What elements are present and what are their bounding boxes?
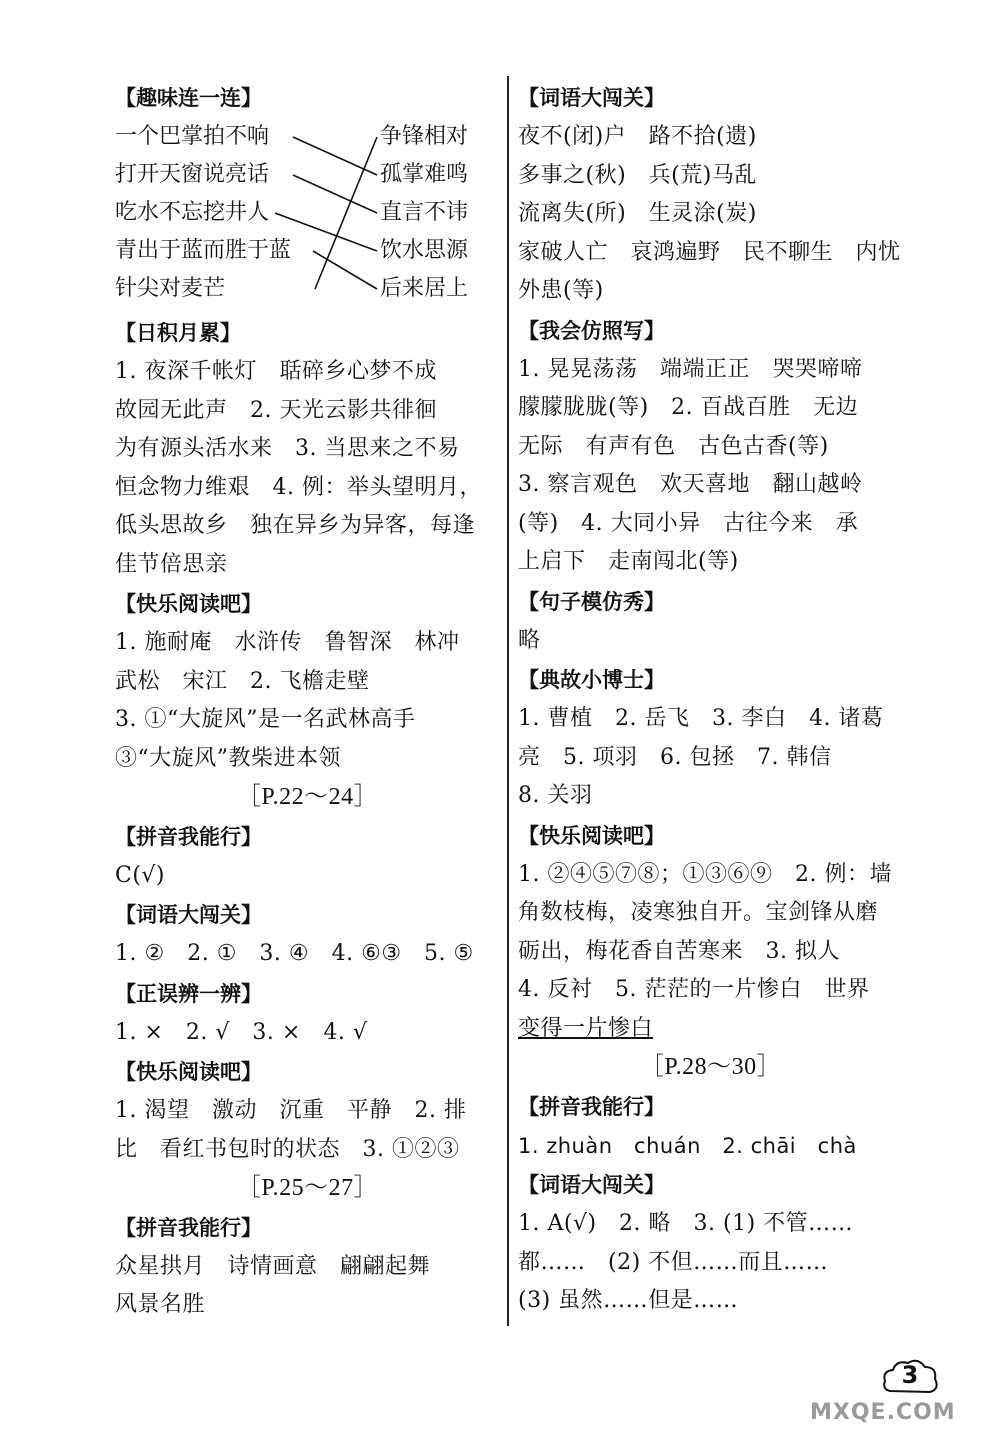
text-line: (等) 4. 大同小异 古往今来 承 [518,510,859,536]
text-line: 多事之(秋) 兵(荒)马乱 [518,162,757,188]
section-title: 【趣味连一连】 [115,86,262,110]
column-divider [507,76,509,1326]
text-line: (3) 虽然……但是…… [518,1288,739,1313]
match-left-item: 一个巴掌拍不响 [115,124,270,149]
section-title: 【拼音我能行】 [115,1215,262,1240]
text-line: 都…… (2) 不但……而且…… [518,1249,829,1275]
text-line: 1. zhuàn chuán 2. chāi chà [518,1133,857,1158]
text-line: 1. A(√) 2. 略 3. (1) 不管…… [518,1211,854,1236]
text-line: 为有源头活水来 3. 当思来之不易 [115,436,460,461]
match-line [315,137,377,289]
page-number: 3 [901,1361,919,1389]
text-line: 亮 5. 项羽 6. 包拯 7. 韩信 [518,744,832,770]
matching-exercise [115,118,500,313]
section-title: 【词语大闯关】 [115,903,262,927]
text-line: 1. 晃晃荡荡 端端正正 哭哭啼啼 [518,356,863,382]
section-title: 【快乐阅读吧】 [115,592,262,616]
text-line: 流离失(所) 生灵涂(炭) [518,201,757,226]
text-line: 家破人亡 哀鸿遍野 民不聊生 内忧 [518,239,901,265]
page-range-label: ［P.28～30］ [639,1054,782,1080]
section-title: 【拼音我能行】 [518,1094,665,1119]
section-title: 【日积月累】 [115,321,241,345]
text-line: 1. 曹植 2. 岳飞 3. 李白 4. 诸葛 [518,706,884,731]
text-line: 武松 宋江 2. 飞檐走壁 [115,668,370,694]
section-title: 【拼音我能行】 [115,824,262,849]
right-column [518,78,903,1321]
left-column [115,78,500,1325]
text-line: 1. ②④⑤⑦⑧；①③⑥⑨ 2. 例：墙 [518,861,892,887]
text-line: 风景名胜 [115,1292,206,1317]
text-line: 低头思故乡 独在异乡为异客，每逢 [115,513,476,538]
match-right-item: 争锋相对 [380,124,469,149]
match-right-item: 孤掌难鸣 [380,162,469,187]
text-line: 1. × 2. √ 3. × 4. √ [115,1019,368,1045]
page-range-label: ［P.22～24］ [236,784,379,810]
match-right-item: 直言不讳 [380,200,469,225]
match-right-item: 后来居上 [380,276,469,301]
section-title: 【快乐阅读吧】 [115,1060,262,1084]
text-line: 佳节倍思亲 [115,551,228,577]
match-right-item: 饮水思源 [380,238,469,263]
text-line: 无际 有声有色 古色古香(等) [518,433,829,459]
text-line: 1. 渴望 激动 沉重 平静 2. 排 [115,1098,467,1123]
section-title: 【词语大闯关】 [518,1173,665,1197]
text-line: 1. 夜深千帐灯 聒碎乡心梦不成 [115,359,437,384]
text-line: 1. 施耐庵 水浒传 鲁智深 林冲 [115,630,460,655]
section-title: 【我会仿照写】 [518,318,665,343]
matching-lines [115,118,500,313]
text-line: 8. 关羽 [518,783,593,808]
match-left-item: 针尖对麦芒 [115,276,226,301]
match-left-item: 打开天窗说亮话 [115,162,270,187]
match-left-item: 青出于蓝而胜于蓝 [115,238,292,263]
text-line: 上启下 走南闯北(等) [518,549,739,574]
text-line: 故园无此声 2. 天光云影共徘徊 [115,397,437,423]
text-line: ③“大旋风”教柴进本领 [115,745,341,771]
match-line [293,175,377,213]
text-line: 3. ①“大旋风”是一名武林高手 [115,707,416,732]
section-title: 【快乐阅读吧】 [518,823,665,848]
text-line: 砺出，梅花香自苦寒来 3. 拟人 [518,938,840,964]
text-line: 比 看红书包时的状态 3. ①②③ [115,1136,460,1162]
text-line: 3. 察言观色 欢天喜地 翻山越岭 [518,472,863,497]
match-line [275,213,377,251]
text-line: 1. ② 2. ① 3. ④ 4. ⑥③ 5. ⑤ [115,941,474,966]
text-line: 夜不(闭)户 路不拾(遗) [518,124,757,149]
page-range-label: ［P.25～27］ [236,1175,379,1201]
text-line: C(√) [115,862,166,888]
text-line: 众星拱月 诗情画意 翩翩起舞 [115,1253,431,1279]
section-title: 【典故小博士】 [518,668,665,692]
section-title: 【词语大闯关】 [518,86,665,110]
match-left-item: 吃水不忘挖井人 [115,200,270,225]
text-line: 角数枝梅，凌寒独自开。宝剑锋从磨 [518,900,879,925]
text-line: 略 [518,627,541,653]
text-line: 恒念物力维艰 4. 例：举头望明月， [115,474,482,500]
page-number-badge [880,1355,940,1403]
section-title: 【句子模仿秀】 [518,589,665,614]
watermark: MXQE.COM [810,1400,956,1425]
text-line: 外患(等) [518,278,604,303]
section-title: 【正误辨一辨】 [115,981,262,1006]
text-line: 4. 反衬 5. 茫茫的一片惨白 世界 [518,977,870,1002]
text-line: 变得一片惨白 [518,1015,654,1041]
text-line: 朦朦胧胧(等) 2. 百战百胜 无边 [518,395,859,420]
